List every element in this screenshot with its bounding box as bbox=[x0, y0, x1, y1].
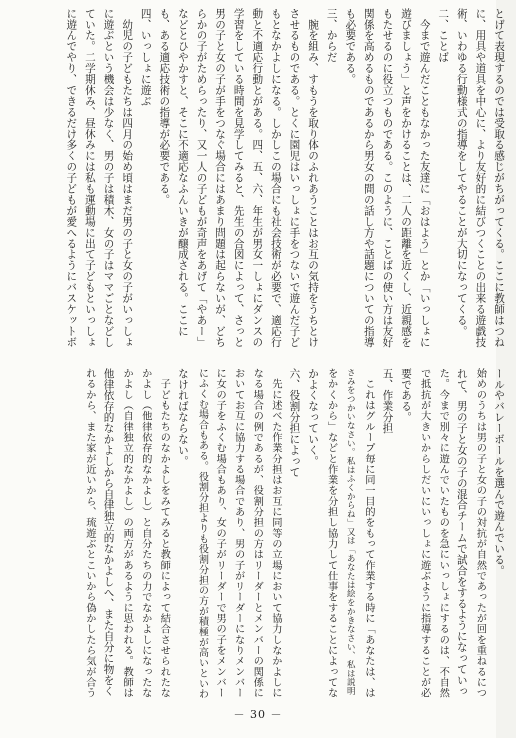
text-line: で抵抗が大きいからしだいにいっしょに遊ぶように指導することが必 bbox=[418, 368, 431, 699]
text-line: 始めのうちは男の子と女の子の対抗が自然であったが回を重ねるにつ bbox=[474, 368, 487, 699]
text-line: させるものである。とくに園児はいっしょに手をつないで遊んだ子ど bbox=[288, 8, 301, 348]
text-line: 子どもたちのなかよしをみてみると教師によって結合させられたな bbox=[158, 368, 171, 699]
text-line: 男の子と女の子が手をつなぐ場合にはあまり問題は起らないが、どち bbox=[214, 8, 227, 348]
text-line: かよし（自律独立的なかよし）の両方があるように思われる。教師は bbox=[121, 368, 134, 699]
text-line: なければならない。 bbox=[176, 368, 189, 467]
text-line: らかの子がためらったり、又一人の子どもが奇声をあげて「やあー」 bbox=[195, 8, 208, 348]
text-line: もとなかよしになる。しかしこの場合にも社会技術が必要で、適応行 bbox=[269, 8, 282, 348]
text-line: かよくなっていく。 bbox=[307, 368, 320, 467]
text-line: れて、男の子と女の子の混合チームで試合をするようになっていっ bbox=[455, 368, 468, 697]
text-line: も、ある適応技術の指導が必要である。 bbox=[158, 8, 171, 206]
page-number: － 30 － bbox=[233, 708, 283, 721]
text-line: 遊びましょう」と声をかけることは、二人の距離を近くし、近親感を bbox=[400, 8, 413, 348]
text-line: に遊ぶという機会は少なく、男の子は積木、女の子はママごとなどし bbox=[102, 8, 115, 348]
text-line: れるから、また家が近いから、琉遊ぶとこいから偽かしたら気が合う bbox=[83, 368, 96, 699]
text-line: に女の子をふくむ場合もあり、女の子がリーダーで男の子をメンバー bbox=[214, 368, 227, 699]
text-line: 今まで遊んだこともなかった友達に「おはよう」とか「いっしょに bbox=[418, 8, 431, 348]
text-line: などとひやかすと、そこに不適応なふんいきが醸成される。ここに bbox=[176, 8, 189, 337]
text-line: 学習をしている時間を見学してみると、先生の合図によって、さっと bbox=[232, 8, 245, 348]
text-line: 腕を組み、すもうを取り体のふれあうことはお互の気持をうちとけ bbox=[307, 8, 320, 348]
text-line: もたせるのに役立つものである。このように、ことばの使い方は友好 bbox=[381, 8, 394, 348]
section-heading: 六、役割分担によって bbox=[288, 368, 301, 478]
text-line: おいてお互に協力する場合であり、男の子がリーダーになりメンバー bbox=[232, 368, 245, 699]
text-line: 幼児の子どもたちは四月の始め頃はまだ男の子と女の子がいっしょ bbox=[121, 8, 134, 348]
text-line: ールやバレーボールを選んで遊んでいる。 bbox=[493, 368, 505, 577]
text-line: なる場合の例であるが、役割分担の方はリーダーとメンバーの関係に bbox=[251, 368, 264, 699]
text-line: これはグループ毎に同一目的をもって作業する時に「あなたは、は bbox=[362, 368, 375, 699]
text-line: かよし（他律依存的なかよし）と自分たちの力でなかよしになったな bbox=[139, 368, 152, 699]
section-heading: 二、ことば bbox=[437, 8, 450, 63]
text-line: に、用具や道具を中心に、より友好的に結びつくことの出来る遊戯技 bbox=[474, 8, 487, 348]
text-line: ていた。二学期休み、昼休みには私も運動場に出て子どもといっしょ bbox=[83, 8, 96, 348]
section-heading: 三、からだ bbox=[325, 8, 338, 63]
text-line: をかくから」などと作業を分担し協力して仕事をすることによってな bbox=[325, 368, 338, 699]
text-line: 要である。 bbox=[400, 368, 413, 423]
text-line: に遊んでやり、できるだけ多くの子どもが愛へるようにバスケットボ bbox=[65, 8, 78, 348]
section-heading: 四、いっしょに遊ぶ bbox=[139, 8, 152, 107]
text-line: 他律依存的なかよしから自律独立的なかよしへ、また自分に物をく bbox=[102, 368, 115, 697]
text-line: 関係を高めるものであるから男女の間の話し方や話題についての指導 bbox=[362, 8, 375, 348]
text-line: た。今まで別々に遊んでいたものを急にいっしょにするのは、不自然 bbox=[437, 368, 450, 699]
text-line: にふくむ場合もある。役割分担よりも役割分担の方が積極が高いといわ bbox=[196, 368, 208, 700]
text-block-upper bbox=[20, 8, 508, 352]
text-line: 術、いわゆる行動様式の指導をしてやることが大切になってくる。 bbox=[455, 8, 468, 337]
text-line: 動と不適応行動とがある。四、五、六、年生が男女一しょにダンスの bbox=[251, 8, 264, 348]
text-block-lower bbox=[20, 368, 508, 701]
text-line: も必要である。 bbox=[344, 8, 357, 85]
text-line: さみをつかいなさい。私はふくからね」又は「あなたは絵をかきなさい、私は説明 bbox=[345, 368, 356, 696]
section-heading: 五、作業分担 bbox=[381, 368, 394, 434]
text-line: とげて表現するのでは受取る感じがちがってくる。ここに教師はつね bbox=[493, 8, 505, 348]
text-line: 先に述べた作業分担はお互に同等の立場において協力しなかよしに bbox=[269, 368, 282, 699]
